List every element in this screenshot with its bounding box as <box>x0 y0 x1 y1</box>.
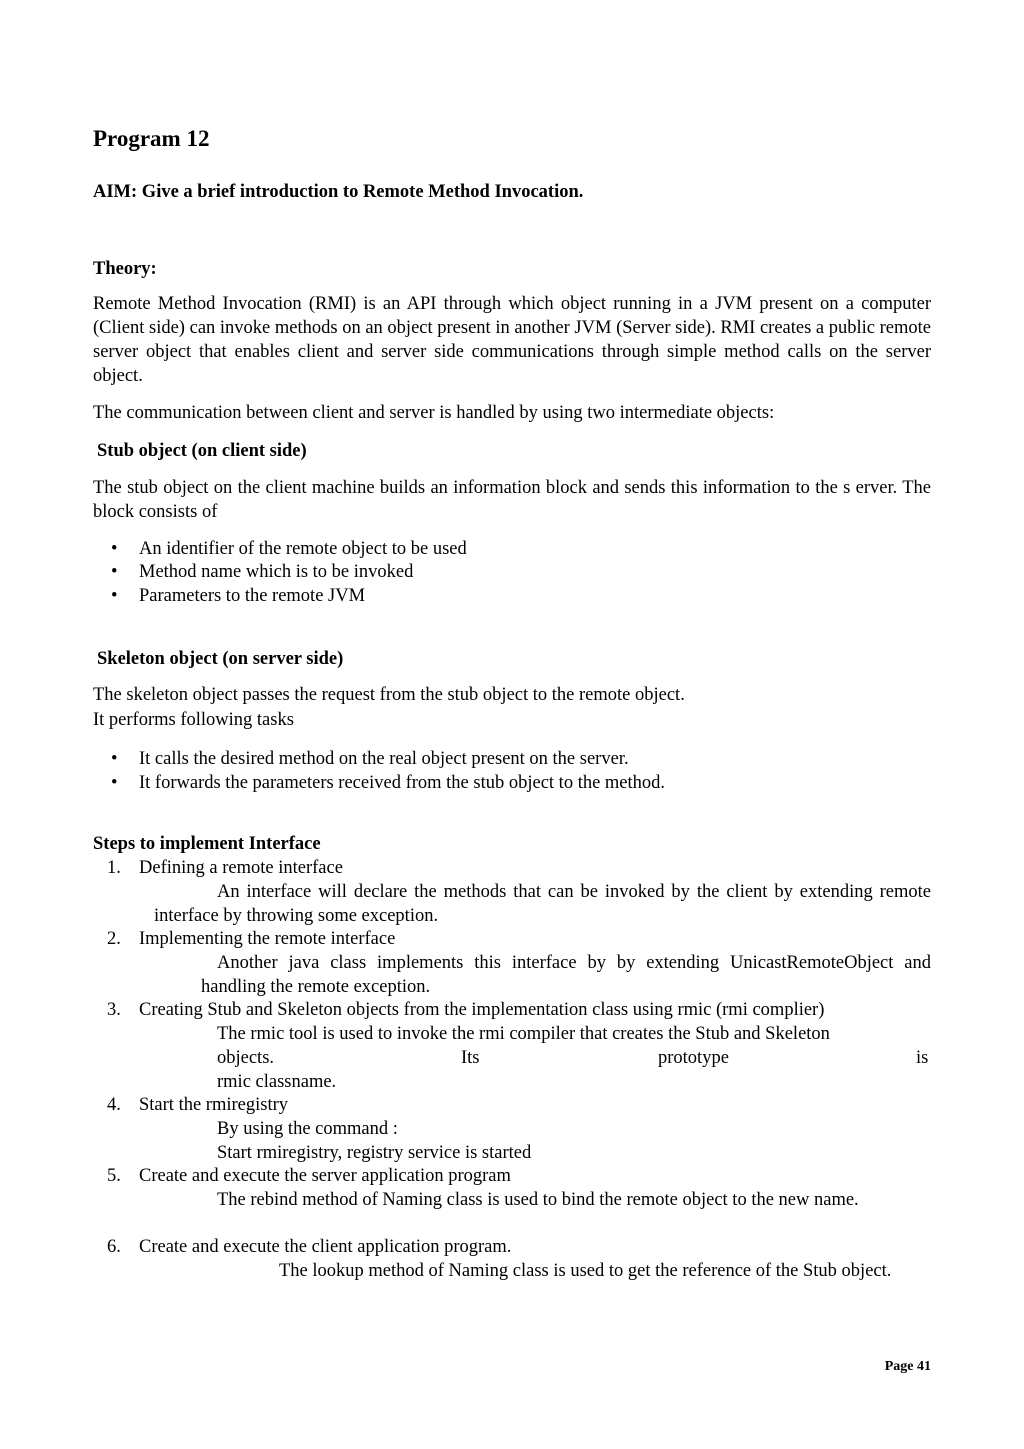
list-item: It forwards the parameters received from the stub object to the method. <box>139 773 666 793</box>
list-item: An identifier of the remote object to be used <box>139 539 467 559</box>
step-command: rmic classname. <box>217 1072 337 1092</box>
bullet-icon: • <box>111 586 118 606</box>
list-item: Parameters to the remote JVM <box>139 586 366 606</box>
page-number: Page 41 <box>884 1359 931 1374</box>
prototype-word: is <box>916 1048 929 1068</box>
bullet-icon: • <box>111 562 118 582</box>
stub-paragraph: The stub object on the client machine builds an information block and sends this information to the s erver. The block consists of <box>93 478 931 522</box>
step-number: 2. <box>107 929 121 949</box>
step-title: Implementing the remote interface <box>139 929 396 949</box>
step-number: 4. <box>107 1095 121 1115</box>
communication-paragraph: The communication between client and server is handled by using two intermediate objects: <box>93 403 775 423</box>
step-description: The rmic tool is used to invoke the rmi compiler that creates the Stub and Skeleton <box>217 1024 830 1044</box>
list-item: It calls the desired method on the real object present on the server. <box>139 749 629 769</box>
step-number: 3. <box>107 1000 121 1020</box>
stub-heading: Stub object (on client side) <box>97 441 307 461</box>
prototype-word: objects. <box>217 1048 275 1068</box>
bullet-icon: • <box>111 539 118 559</box>
step-description: An interface will declare the methods that can be invoked by the client by extending remote interface by throwing some exception. <box>154 882 931 926</box>
step-description: By using the command : <box>217 1119 398 1139</box>
bullet-icon: • <box>111 749 118 769</box>
step-title: Defining a remote interface <box>139 858 343 878</box>
step-title: Creating Stub and Skeleton objects from the implementation class using rmic (rmi complier) <box>139 1000 825 1020</box>
steps-heading: Steps to implement Interface <box>93 834 321 854</box>
theory-paragraph: Remote Method Invocation (RMI) is an API through which object running in a JVM present on a computer (Client side) can invoke methods on an object present in another JVM (Server side). RMI creates a public remote server object that enables client and server side communications through simple method calls on the server object. <box>93 294 931 386</box>
step-number: 1. <box>107 858 121 878</box>
bullet-icon: • <box>111 773 118 793</box>
aim-statement: AIM: Give a brief introduction to Remote Method Invocation. <box>93 182 584 202</box>
step-number: 5. <box>107 1166 121 1186</box>
step-description: The lookup method of Naming class is used to get the reference of the Stub object. <box>279 1261 892 1281</box>
step-title: Create and execute the client application program. <box>139 1237 512 1257</box>
page-title: Program 12 <box>93 126 210 151</box>
prototype-word: Its <box>461 1048 480 1068</box>
skeleton-heading: Skeleton object (on server side) <box>97 649 344 669</box>
skeleton-line-1: The skeleton object passes the request from the stub object to the remote object. <box>93 685 685 705</box>
list-item: Method name which is to be invoked <box>139 562 414 582</box>
skeleton-line-2: It performs following tasks <box>93 710 294 730</box>
step-number: 6. <box>107 1237 121 1257</box>
step-description: Another java class implements this interface by by extending UnicastRemoteObject and handling the remote exception. <box>201 953 931 997</box>
prototype-word: prototype <box>658 1048 729 1068</box>
step-title: Create and execute the server application program <box>139 1166 511 1186</box>
theory-heading: Theory: <box>93 259 157 279</box>
step-title: Start the rmiregistry <box>139 1095 288 1115</box>
step-description: The rebind method of Naming class is used to bind the remote object to the new name. <box>217 1190 859 1210</box>
step-command: Start rmiregistry, registry service is started <box>217 1143 532 1163</box>
